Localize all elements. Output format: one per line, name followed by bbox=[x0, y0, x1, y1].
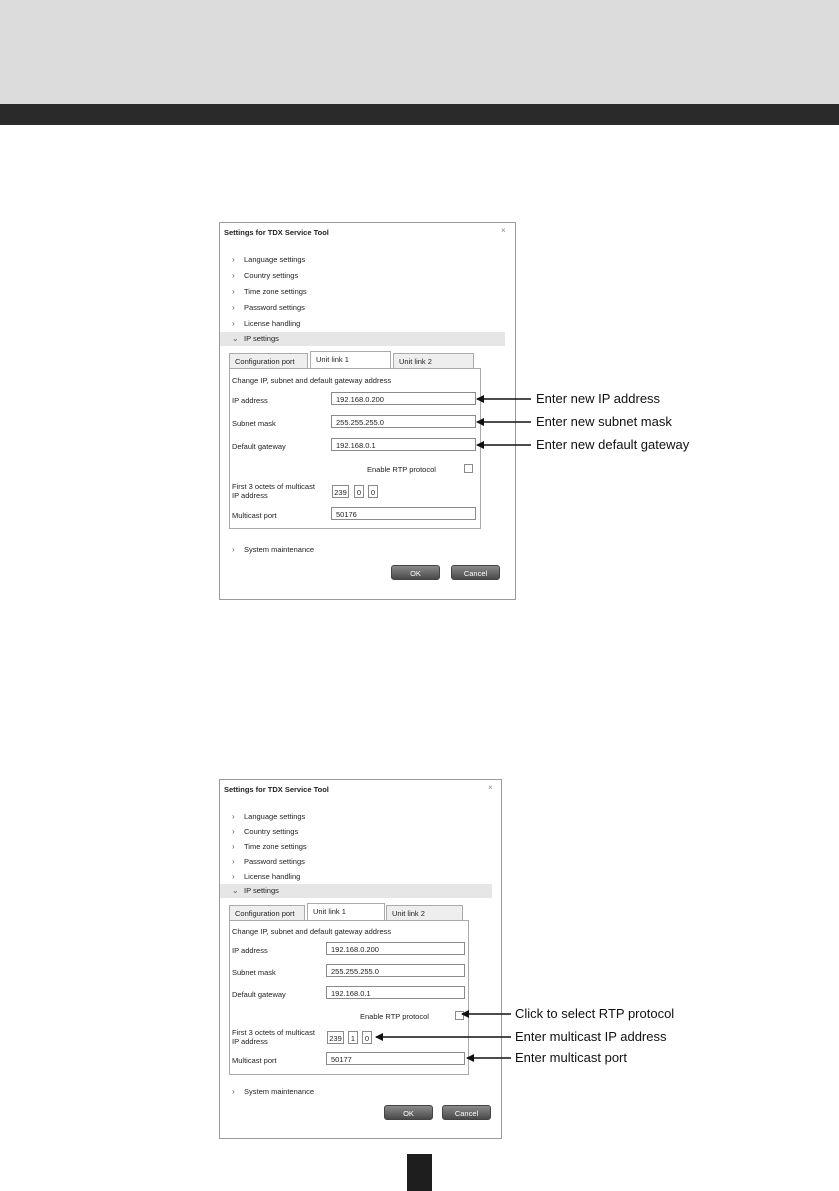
menu-ip-settings[interactable]: ⌄ IP settings bbox=[220, 332, 505, 346]
chevron-right-icon: › bbox=[232, 319, 235, 328]
menu-system-maintenance[interactable]: › System maintenance bbox=[220, 1085, 492, 1099]
menu-country-settings[interactable]: › Country settings bbox=[220, 269, 505, 283]
menu-language-settings[interactable]: › Language settings bbox=[220, 810, 492, 824]
ip-address-field[interactable]: 192.168.0.200 bbox=[326, 942, 465, 955]
chevron-right-icon: › bbox=[232, 1087, 235, 1096]
rtp-protocol-label: Enable RTP protocol bbox=[360, 1012, 429, 1021]
tab-configuration-port[interactable]: Configuration port bbox=[229, 905, 305, 920]
cancel-button[interactable]: Cancel bbox=[451, 565, 500, 580]
default-gateway-field[interactable]: 192.168.0.1 bbox=[331, 438, 476, 451]
annotation-default-gateway: Enter new default gateway bbox=[536, 437, 690, 452]
tab-unit-link-2[interactable]: Unit link 2 bbox=[386, 905, 463, 920]
menu-time-zone-settings[interactable]: › Time zone settings bbox=[220, 285, 505, 299]
default-gateway-field[interactable]: 192.168.0.1 bbox=[326, 986, 465, 999]
default-gateway-label: Default gateway bbox=[232, 442, 286, 451]
chevron-right-icon: › bbox=[232, 271, 235, 280]
subnet-mask-field[interactable]: 255.255.255.0 bbox=[331, 415, 476, 428]
multicast-octet-2[interactable]: 0 bbox=[354, 485, 364, 498]
menu-language-settings[interactable]: › Language settings bbox=[220, 253, 505, 267]
tab-configuration-port[interactable]: Configuration port bbox=[229, 353, 308, 368]
ok-button[interactable]: OK bbox=[391, 565, 440, 580]
multicast-label: First 3 octets of multicast IP address bbox=[232, 482, 315, 500]
ip-address-field[interactable]: 192.168.0.200 bbox=[331, 392, 476, 405]
subnet-mask-label: Subnet mask bbox=[232, 419, 276, 428]
chevron-right-icon: › bbox=[232, 827, 235, 836]
multicast-octet-1[interactable]: 239 bbox=[327, 1031, 344, 1044]
tab-unit-link-1[interactable]: Unit link 1 bbox=[310, 351, 391, 368]
chevron-down-icon: ⌄ bbox=[232, 334, 239, 343]
annotation-rtp-protocol: Click to select RTP protocol bbox=[515, 1006, 675, 1021]
annotation-multicast-ip: Enter multicast IP address bbox=[515, 1029, 667, 1044]
chevron-right-icon: › bbox=[232, 287, 235, 296]
multicast-port-label: Multicast port bbox=[232, 1056, 277, 1065]
dialog-title: Settings for TDX Service Tool bbox=[224, 785, 329, 794]
close-icon[interactable]: × bbox=[488, 783, 493, 792]
ip-address-label: IP address bbox=[232, 396, 268, 405]
multicast-label: First 3 octets of multicast IP address bbox=[232, 1028, 315, 1046]
chevron-right-icon: › bbox=[232, 872, 235, 881]
chevron-right-icon: › bbox=[232, 842, 235, 851]
multicast-octet-2[interactable]: 1 bbox=[348, 1031, 358, 1044]
ip-address-label: IP address bbox=[232, 946, 268, 955]
menu-license-handling[interactable]: › License handling bbox=[220, 317, 505, 331]
annotation-ip-address: Enter new IP address bbox=[536, 391, 661, 406]
multicast-octet-3[interactable]: 0 bbox=[362, 1031, 372, 1044]
panel-description: Change IP, subnet and default gateway address bbox=[232, 376, 392, 385]
subnet-mask-field[interactable]: 255.255.255.0 bbox=[326, 964, 465, 977]
rtp-protocol-label: Enable RTP protocol bbox=[367, 465, 436, 474]
chevron-right-icon: › bbox=[232, 545, 235, 554]
menu-password-settings[interactable]: › Password settings bbox=[220, 301, 505, 315]
dialog-title: Settings for TDX Service Tool bbox=[224, 228, 329, 237]
menu-time-zone-settings[interactable]: › Time zone settings bbox=[220, 840, 492, 854]
menu-ip-settings[interactable]: ⌄ IP settings bbox=[220, 884, 492, 898]
chevron-right-icon: › bbox=[232, 857, 235, 866]
panel-description: Change IP, subnet and default gateway address bbox=[232, 927, 392, 936]
multicast-port-label: Multicast port bbox=[232, 511, 277, 520]
chevron-right-icon: › bbox=[232, 812, 235, 821]
multicast-octet-1[interactable]: 239 bbox=[332, 485, 349, 498]
menu-system-maintenance[interactable]: › System maintenance bbox=[220, 543, 505, 557]
ok-button[interactable]: OK bbox=[384, 1105, 433, 1120]
tab-unit-link-2[interactable]: Unit link 2 bbox=[393, 353, 474, 368]
page-number-box bbox=[407, 1154, 432, 1191]
chevron-right-icon: › bbox=[232, 303, 235, 312]
menu-license-handling[interactable]: › License handling bbox=[220, 870, 492, 884]
menu-country-settings[interactable]: › Country settings bbox=[220, 825, 492, 839]
annotation-subnet-mask: Enter new subnet mask bbox=[536, 414, 672, 429]
cancel-button[interactable]: Cancel bbox=[442, 1105, 491, 1120]
annotation-multicast-port: Enter multicast port bbox=[515, 1050, 627, 1065]
menu-password-settings[interactable]: › Password settings bbox=[220, 855, 492, 869]
default-gateway-label: Default gateway bbox=[232, 990, 286, 999]
multicast-port-field[interactable]: 50177 bbox=[326, 1052, 465, 1065]
close-icon[interactable]: × bbox=[501, 226, 506, 235]
chevron-right-icon: › bbox=[232, 255, 235, 264]
subnet-mask-label: Subnet mask bbox=[232, 968, 276, 977]
multicast-octet-3[interactable]: 0 bbox=[368, 485, 378, 498]
multicast-port-field[interactable]: 50176 bbox=[331, 507, 476, 520]
chevron-down-icon: ⌄ bbox=[232, 886, 239, 895]
tab-unit-link-1[interactable]: Unit link 1 bbox=[307, 903, 385, 920]
